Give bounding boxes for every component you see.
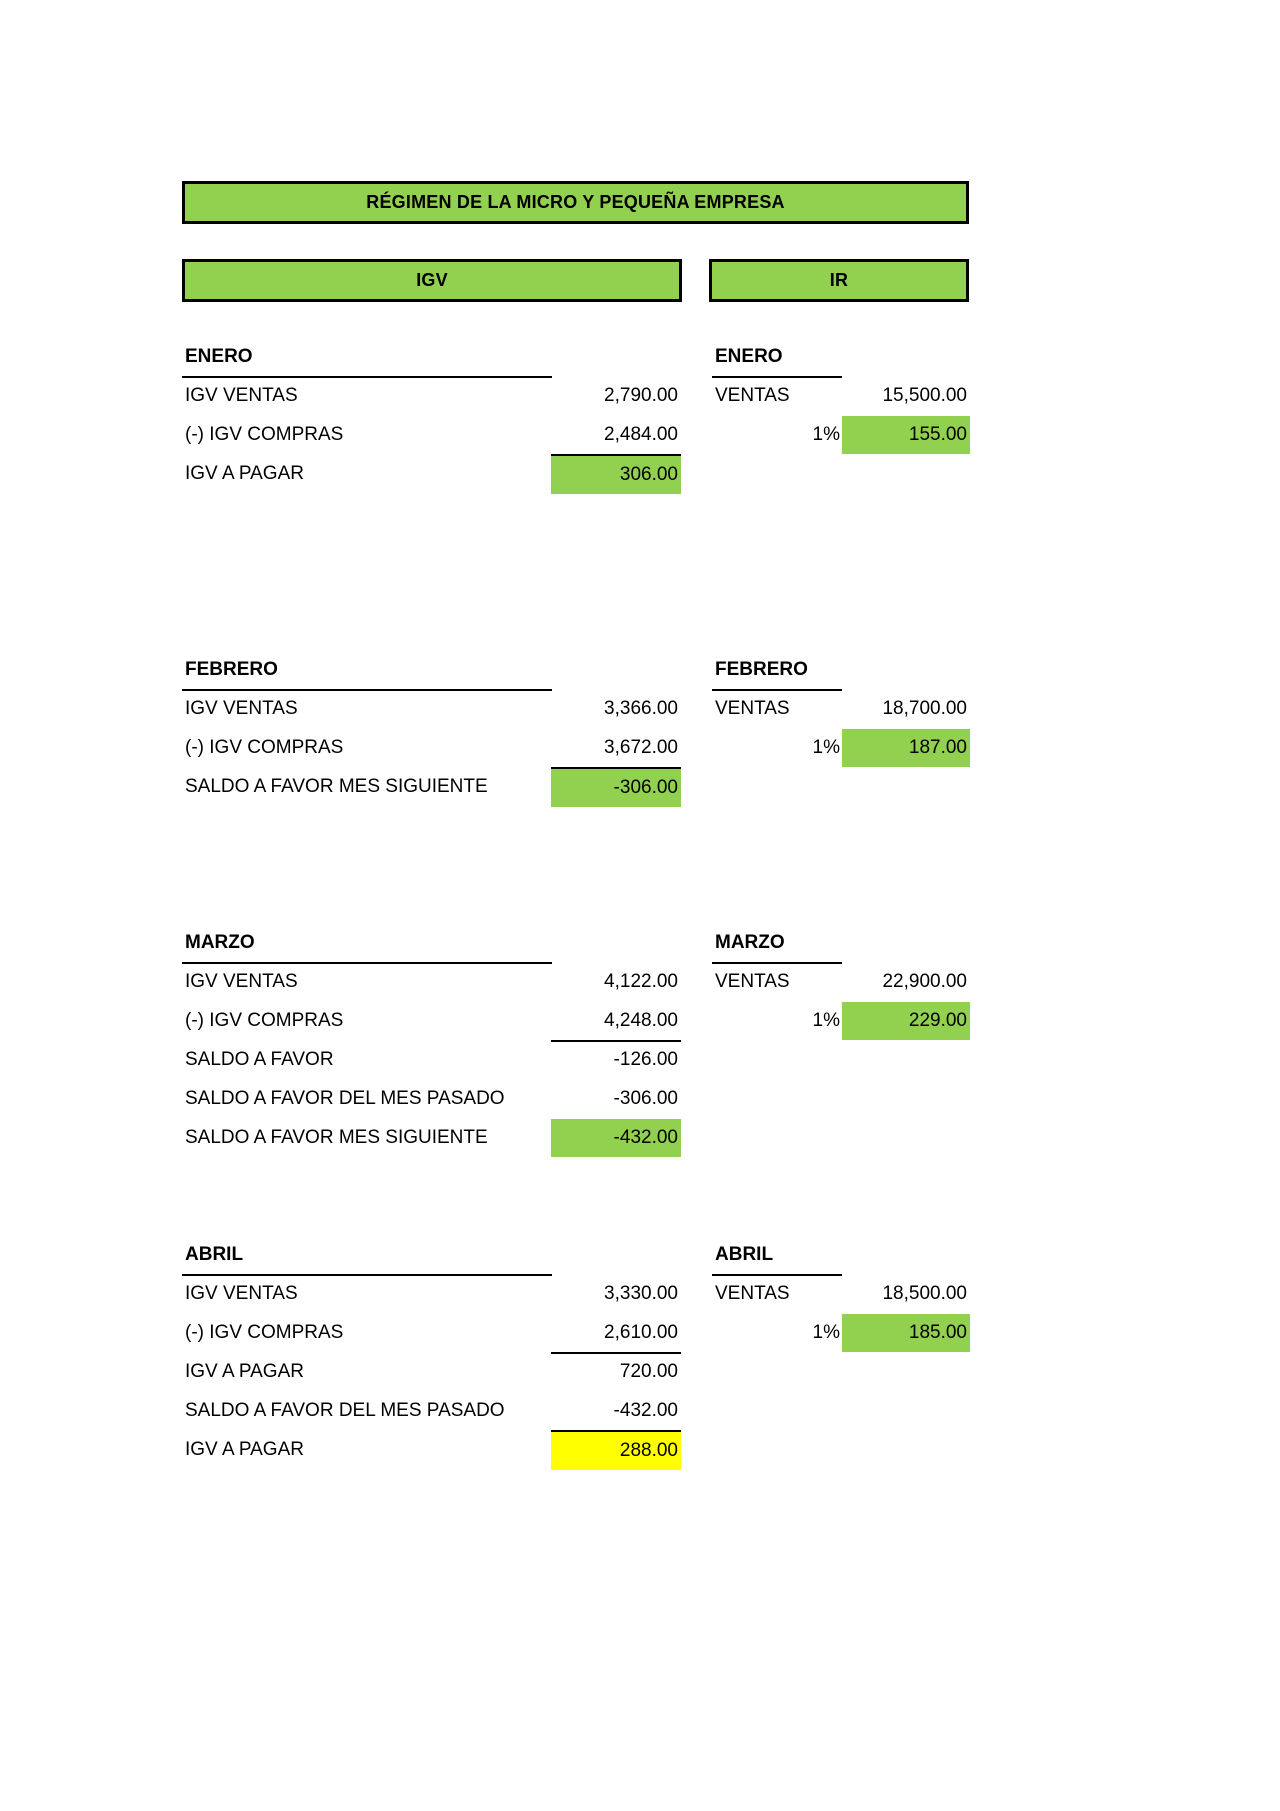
febrero-ir-tax-value: 187.00 — [842, 729, 970, 767]
abril-ir-title: ABRIL — [715, 1244, 774, 1265]
abril-igv-ventas-value: 3,330.00 — [604, 1283, 678, 1304]
igv-header: IGV — [182, 259, 682, 302]
marzo-ir-title: MARZO — [715, 932, 785, 953]
febrero-igv-compras-label: (-) IGV COMPRAS — [185, 737, 344, 758]
enero-igv-ventas-label: IGV VENTAS — [185, 385, 298, 406]
enero-igv-title: ENERO — [185, 346, 253, 367]
enero-igv-pagar-value: 306.00 — [551, 456, 681, 494]
marzo-ir-ventas-value: 22,900.00 — [882, 971, 967, 992]
febrero-ir-ventas-label: VENTAS — [715, 698, 790, 719]
febrero-igv-ventas-label: IGV VENTAS — [185, 698, 298, 719]
abril-ir-ventas-value: 18,500.00 — [882, 1283, 967, 1304]
enero-ir-tax-value: 155.00 — [842, 416, 970, 454]
febrero-igv-saldo-siguiente-label: SALDO A FAVOR MES SIGUIENTE — [185, 776, 488, 797]
enero-igv-compras-label: (-) IGV COMPRAS — [185, 424, 344, 445]
abril-igv-pagar-final-label: IGV A PAGAR — [185, 1439, 304, 1460]
marzo-igv-saldo-siguiente-label: SALDO A FAVOR MES SIGUIENTE — [185, 1127, 488, 1148]
marzo-igv-saldo-pasado-value: -306.00 — [613, 1088, 678, 1109]
enero-ir-rate: 1% — [812, 424, 840, 445]
abril-igv-pagar-final-value: 288.00 — [551, 1432, 681, 1470]
abril-igv-pagar-value: 720.00 — [619, 1361, 678, 1382]
marzo-ir-rate: 1% — [812, 1010, 840, 1031]
abril-igv-compras-value: 2,610.00 — [604, 1322, 678, 1343]
marzo-igv-saldo-value: -126.00 — [613, 1049, 678, 1070]
abril-ir-tax-value: 185.00 — [842, 1314, 970, 1352]
marzo-igv-ventas-label: IGV VENTAS — [185, 971, 298, 992]
marzo-igv-saldo-siguiente-value: -432.00 — [551, 1119, 681, 1157]
enero-ir-ventas-value: 15,500.00 — [882, 385, 967, 406]
abril-ir-rate: 1% — [812, 1322, 840, 1343]
abril-igv-ventas-label: IGV VENTAS — [185, 1283, 298, 1304]
marzo-ir-ventas-label: VENTAS — [715, 971, 790, 992]
febrero-ir-title: FEBRERO — [715, 659, 808, 680]
abril-igv-saldo-pasado-value: -432.00 — [613, 1400, 678, 1421]
marzo-igv-compras-label: (-) IGV COMPRAS — [185, 1010, 344, 1031]
page-title: RÉGIMEN DE LA MICRO Y PEQUEÑA EMPRESA — [182, 181, 969, 224]
marzo-igv-title: MARZO — [185, 932, 255, 953]
abril-igv-title: ABRIL — [185, 1244, 244, 1265]
abril-igv-compras-label: (-) IGV COMPRAS — [185, 1322, 344, 1343]
abril-ir-ventas-label: VENTAS — [715, 1283, 790, 1304]
marzo-igv-compras-value: 4,248.00 — [604, 1010, 678, 1031]
abril-igv-saldo-pasado-label: SALDO A FAVOR DEL MES PASADO — [185, 1400, 505, 1421]
marzo-igv-ventas-value: 4,122.00 — [604, 971, 678, 992]
febrero-igv-title: FEBRERO — [185, 659, 278, 680]
febrero-igv-compras-value: 3,672.00 — [604, 737, 678, 758]
enero-igv-ventas-value: 2,790.00 — [604, 385, 678, 406]
febrero-ir-rate: 1% — [812, 737, 840, 758]
enero-igv-pagar-label: IGV A PAGAR — [185, 463, 304, 484]
febrero-ir-ventas-value: 18,700.00 — [882, 698, 967, 719]
abril-igv-pagar-label: IGV A PAGAR — [185, 1361, 304, 1382]
febrero-igv-saldo-siguiente-value: -306.00 — [551, 769, 681, 807]
ir-header: IR — [709, 259, 969, 302]
enero-ir-ventas-label: VENTAS — [715, 385, 790, 406]
enero-igv-compras-value: 2,484.00 — [604, 424, 678, 445]
marzo-igv-saldo-label: SALDO A FAVOR — [185, 1049, 334, 1070]
enero-ir-title: ENERO — [715, 346, 783, 367]
marzo-igv-saldo-pasado-label: SALDO A FAVOR DEL MES PASADO — [185, 1088, 505, 1109]
febrero-igv-ventas-value: 3,366.00 — [604, 698, 678, 719]
marzo-ir-tax-value: 229.00 — [842, 1002, 970, 1040]
